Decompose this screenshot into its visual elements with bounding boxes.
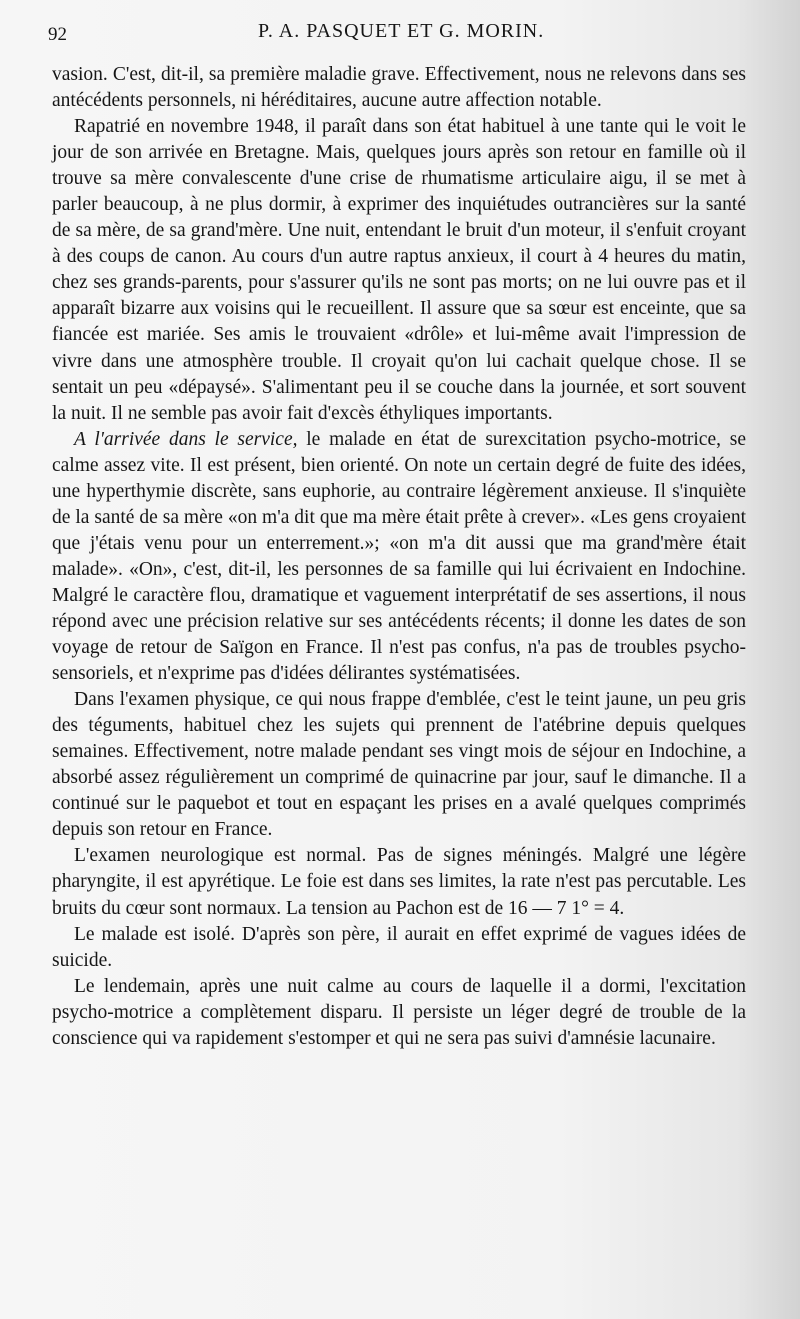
body-text (52, 62, 746, 1052)
page-number: 92 (48, 24, 67, 45)
paragraph-continuation: vasion. C'est, dit-il, sa première maladie grave. Effectivement, nous ne relevons dans ses antécédents personnels, ni héréditaires, aucune autre affection notable. (52, 64, 746, 112)
paragraph-repatriation: Rapatrié en novembre 1948, il paraît dans son état habituel à une tante qui le voit le jour de son arrivée en Bretagne. Mais, quelques jours après son retour en famille où il trouve sa mère convalescente d'une crise de rhumatisme articulaire aigu, il se met à parler beaucoup, à ne plus dormir, à exprimer des inquiétudes outrancières sur la santé de sa mère, de sa grand'mère. Une nuit, entendant le bruit d'un moteur, il s'enfuit croyant à des coups de canon. Au cours d'un autre raptus anxieux, il court à 4 heures du matin, chez ses grands-parents, pour s'assurer qu'ils ne sont pas morts; on ne lui ouvre pas et il apparaît bizarre aux voisins qui le recueillent. Il assure que sa sœur est enceinte, que sa fiancée est mariée. Ses amis le trouvaient «drôle» et lui-même avait l'impression de vivre dans une atmosphère trouble. Il croyait qu'on lui cachait quelque chose. Il se sentait un peu «dépaysé». S'alimentant peu il se couche dans la journée, et sort souvent la nuit. Il ne semble pas avoir fait d'excès éthyliques importants. (52, 116, 746, 424)
paragraph-isolation: Le malade est isolé. D'après son père, il aurait en effet exprimé de vagues idées de suicide. (52, 923, 746, 971)
arrival-text: le malade en état de surexcitation psycho-motrice, se calme assez vite. Il est présent, bien orienté. On note un certain degré de fuite des idées, une hyperthymie discrète, sans euphorie, au contraire légèrement anxieuse. Il s'inquiète de la santé de sa mère «on m'a dit que ma mère était prête à crever». «Les gens croyaient que j'étais venu pour un enterrement.»; «on m'a dit aussi que ma grand'mère était malade». «On», c'est, dit-il, les personnes de sa famille qui lui écrivaient en Indochine. Malgré le caractère flou, dramatique et vaguement interprétatif de ses assertions, il nous répond avec une précision relative sur ses antécédents récents; il donne les dates de son voyage de retour de Saïgon en France. Il n'est pas confus, n'a pas de troubles psycho-sensoriels, et n'exprime pas d'idées délirantes systématisées. (52, 428, 746, 685)
running-head: P. A. PASQUET ET G. MORIN. (258, 20, 545, 42)
paragraph-physical-exam: Dans l'examen physique, ce qui nous frappe d'emblée, c'est le teint jaune, un peu gris des téguments, habituel chez les sujets qui prennent de l'atébrine depuis quelques semaines. Effectivement, notre malade pendant ses vingt mois de séjour en Indochine, a absorbé assez régulièrement un comprimé de quinacrine par jour, sauf le dimanche. Il a continué sur le paquebot et tout en espaçant les prises en a avalé quelques comprimés depuis son retour en France. (52, 689, 746, 841)
page-header (0, 18, 800, 52)
paragraph-next-day: Le lendemain, après une nuit calme au cours de laquelle il a dormi, l'excitation psycho-motrice a complètement disparu. Il persiste un léger degré de trouble de la conscience qui va rapidement s'estomper et qui ne sera pas suivi d'amnésie lacunaire. (52, 975, 746, 1049)
paragraph-neurological-exam: L'examen neurologique est normal. Pas de signes méningés. Malgré une légère pharyngite, il est apyrétique. Le foie est dans ses limites, la rate n'est pas percutable. Les bruits du cœur sont normaux. La tension au Pachon est de 16 — 7 1° = 4. (52, 845, 746, 919)
paragraph-arrival (52, 427, 746, 687)
arrival-lead-italic: A l'arrivée dans le service, (74, 428, 298, 450)
